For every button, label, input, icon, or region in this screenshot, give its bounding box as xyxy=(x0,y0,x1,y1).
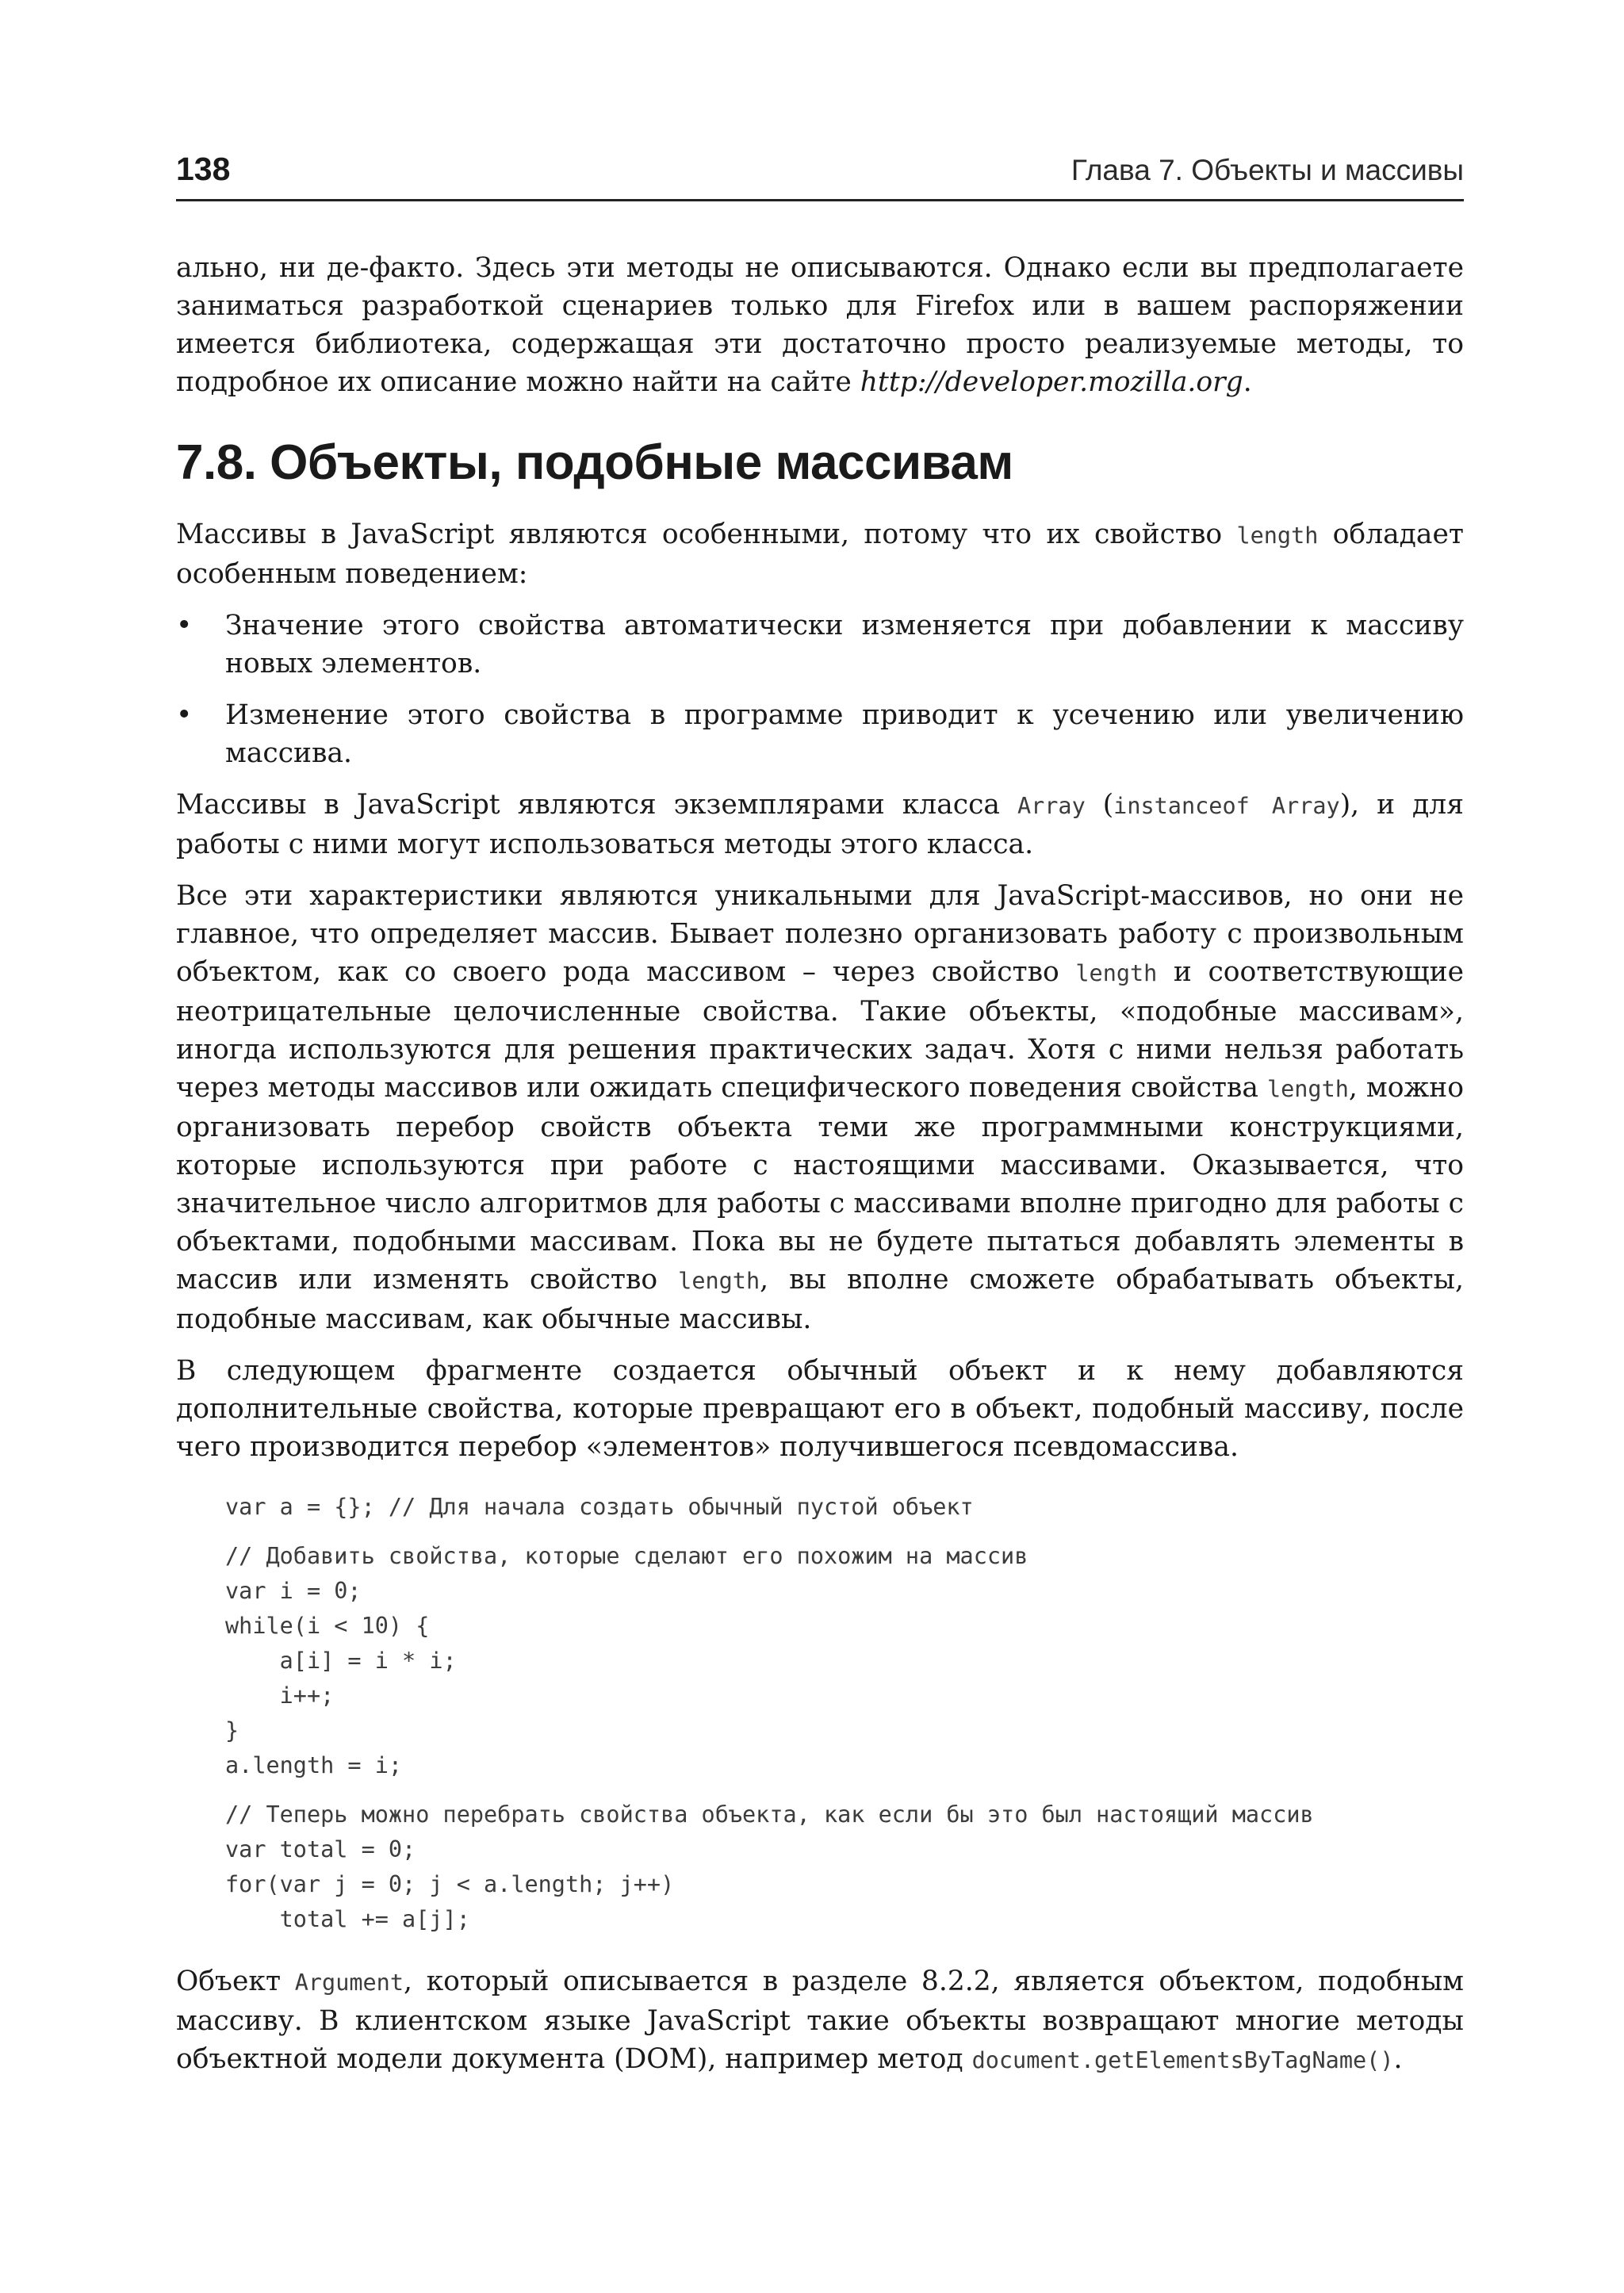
code-line: i++; xyxy=(225,1682,335,1709)
text-segment: Все эти характеристики являются уникальными для JavaScript-массивов, но они не главное, что определяет массив. Бывает полезно организовать работу с произвольным объектом, как со своего рода массивом – через свойство xyxy=(176,880,1464,988)
text-segment: , который описывается в разделе 8.2.2, является объектом, подобным массиву. В клиентском языке JavaScript такие объекты возвращают многие методы объектной модели документа (DOM), например метод xyxy=(176,1966,1464,2075)
paragraph-array-like xyxy=(176,877,1464,1338)
code-group xyxy=(225,1490,1464,1525)
inline-code-length: length xyxy=(1236,523,1319,549)
text-segment: ( xyxy=(1085,789,1114,821)
inline-code-length: length xyxy=(678,1268,760,1294)
page-header xyxy=(176,151,1464,201)
paragraph-array-class xyxy=(176,786,1464,863)
bullet-list xyxy=(176,607,1464,772)
bullet-icon: • xyxy=(176,699,193,731)
paragraph-end: . xyxy=(1243,366,1252,398)
code-line: // Добавить свойства, которые сделают его похожим на массив xyxy=(225,1543,1028,1569)
text-segment: обладает особенным поведением: xyxy=(176,519,1464,590)
code-line: a.length = i; xyxy=(225,1752,403,1778)
bullet-icon: • xyxy=(176,610,193,641)
code-line: var total = 0; xyxy=(225,1836,416,1862)
paragraph-example-intro: В следующем фрагменте создается обычный объект и к нему добавляются дополнительные свойства, которые превращают его в объект, подобный массиву, после чего производится перебор «элементов» получившегося псевдомассива. xyxy=(176,1355,1464,1463)
inline-code-getelements: document.getElementsByTagName() xyxy=(971,2047,1394,2073)
text-segment: , можно организовать перебор свойств объекта теми же программными конструкциями, которые используются при работе с настоящими массивами. Оказывается, что значительное число алгоритмов для работы с массивами вполне пригодно для работы с объектами, подобными массивам. Пока вы не будете пытаться добавлять элементы в массив или изменять свойство xyxy=(176,1072,1464,1296)
code-line: } xyxy=(225,1717,239,1744)
text-segment: Объект xyxy=(176,1966,295,1997)
code-line: total += a[j]; xyxy=(225,1906,470,1932)
code-line: // Теперь можно перебрать свойства объекта, как если бы это был настоящий массив xyxy=(225,1801,1314,1828)
text-segment: ), и для работы с ними могут использоваться методы этого класса. xyxy=(176,789,1464,860)
code-group xyxy=(225,1539,1464,1783)
bullet-item xyxy=(176,607,1464,683)
inline-code-instanceof: instanceof Array xyxy=(1113,793,1340,819)
section-title: 7.8. Объекты, подобные массивам xyxy=(176,435,1013,490)
paragraph-length-intro xyxy=(176,515,1464,593)
text-segment: . xyxy=(1393,2043,1403,2075)
code-line: for(var j = 0; j < a.length; j++) xyxy=(225,1871,675,1897)
inline-code-array: Array xyxy=(1017,793,1086,819)
code-group xyxy=(225,1797,1464,1937)
code-line: var i = 0; xyxy=(225,1578,362,1604)
running-head: Глава 7. Объекты и массивы xyxy=(1071,154,1464,186)
text-segment: Массивы в JavaScript являются особенными, потому что их свойство xyxy=(176,519,1237,550)
code-line: a[i] = i * i; xyxy=(225,1648,457,1674)
inline-code-argument: Argument xyxy=(294,1970,404,1996)
text-segment: Массивы в JavaScript являются экземплярами класса xyxy=(176,789,1017,821)
inline-code-length: length xyxy=(1266,1076,1349,1102)
bullet-text: Изменение этого свойства в программе приводит к усечению или увеличению массива. xyxy=(225,699,1464,769)
bullet-text: Значение этого свойства автоматически изменяется при добавлении к массиву новых элементов. xyxy=(225,610,1464,679)
page-number: 138 xyxy=(176,151,231,187)
code-listing xyxy=(225,1490,1464,1937)
text-segment: , вы вполне сможете обрабатывать объекты, подобные массивам, как обычные массивы. xyxy=(176,1264,1464,1335)
code-line: while(i < 10) { xyxy=(225,1613,430,1639)
bullet-item xyxy=(176,696,1464,772)
mozilla-url: http://developer.mozilla.org xyxy=(860,366,1243,398)
code-line: var a = {}; // Для начала создать обычный пустой объект xyxy=(225,1494,974,1520)
inline-code-length: length xyxy=(1075,960,1158,986)
paragraph-continued xyxy=(176,249,1464,401)
book-page xyxy=(176,151,1464,2093)
text-segment: и соответствующие неотрицательные целочисленные свойства. Такие объекты, «подобные массивам», иногда используются для решения практических задач. Хотя с ними нельзя работать через методы массивов или ожидать специфического поведения свойства xyxy=(176,956,1464,1104)
paragraph-text: ально, ни де-факто. Здесь эти методы не описываются. Однако если вы предполагаете заниматься разработкой сценариев только для Firefox или в вашем распоряжении имеется библиотека, содержащая эти достаточно просто реализуемые методы, то подробное их описание можно найти на сайте xyxy=(176,252,1464,398)
paragraph-argument xyxy=(176,1962,1464,2080)
